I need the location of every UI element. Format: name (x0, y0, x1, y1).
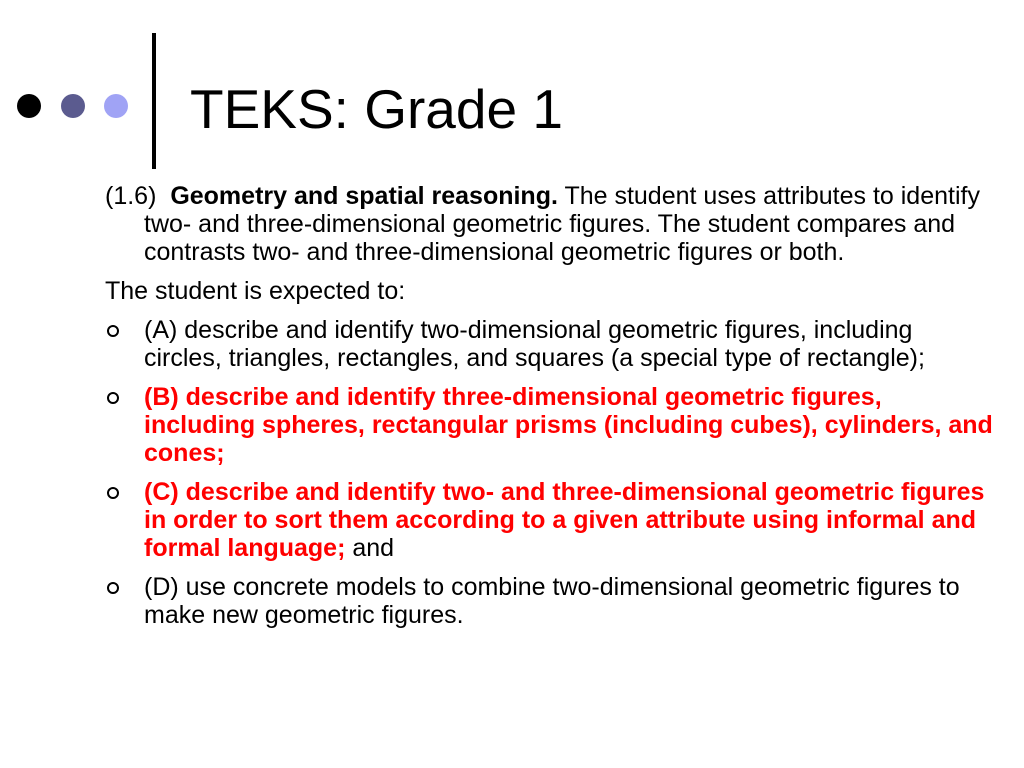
item-plain-text: (A) describe and identify two-dimensional geometric figures, including circles, triangles, rectangles, and squares (a special type of rectangle); (144, 316, 925, 372)
decorative-dot-slate (61, 94, 85, 118)
bullet-icon (107, 582, 119, 594)
intro-heading: Geometry and spatial reasoning. (170, 182, 558, 210)
item-trailing-text: and (352, 534, 395, 562)
item-emphasis-text: (B) describe and identify three-dimensional geometric figures, including spheres, rectangular prisms (including cubes), cylinders, and cones; (144, 383, 993, 467)
intro-paragraph (105, 182, 995, 266)
item-emphasis-text: (C) describe and identify two- and three-dimensional geometric figures in order to sort them according to a given attribute using informal and formal language; (144, 478, 985, 562)
list-item (105, 573, 995, 629)
title-divider (152, 33, 156, 169)
bullet-icon (107, 487, 119, 499)
intro-text: The student uses attributes to identify two- and three-dimensional geometric figures. The student compares and contrasts two- and three-dimensional geometric figures or both. (144, 182, 980, 266)
slide-title: TEKS: Grade 1 (190, 78, 563, 140)
item-plain-text: (D) use concrete models to combine two-dimensional geometric figures to make new geometric figures. (144, 573, 960, 629)
bullet-icon (107, 325, 119, 337)
expected-line: The student is expected to: (105, 277, 406, 305)
decorative-dot-lavender (104, 94, 128, 118)
decorative-dot-black (17, 94, 41, 118)
list-item (105, 478, 995, 562)
list-item (105, 383, 995, 467)
intro-code: (1.6) (105, 182, 157, 210)
expectations-list (105, 316, 995, 629)
list-item (105, 316, 995, 372)
slide-body (105, 182, 995, 629)
bullet-icon (107, 392, 119, 404)
